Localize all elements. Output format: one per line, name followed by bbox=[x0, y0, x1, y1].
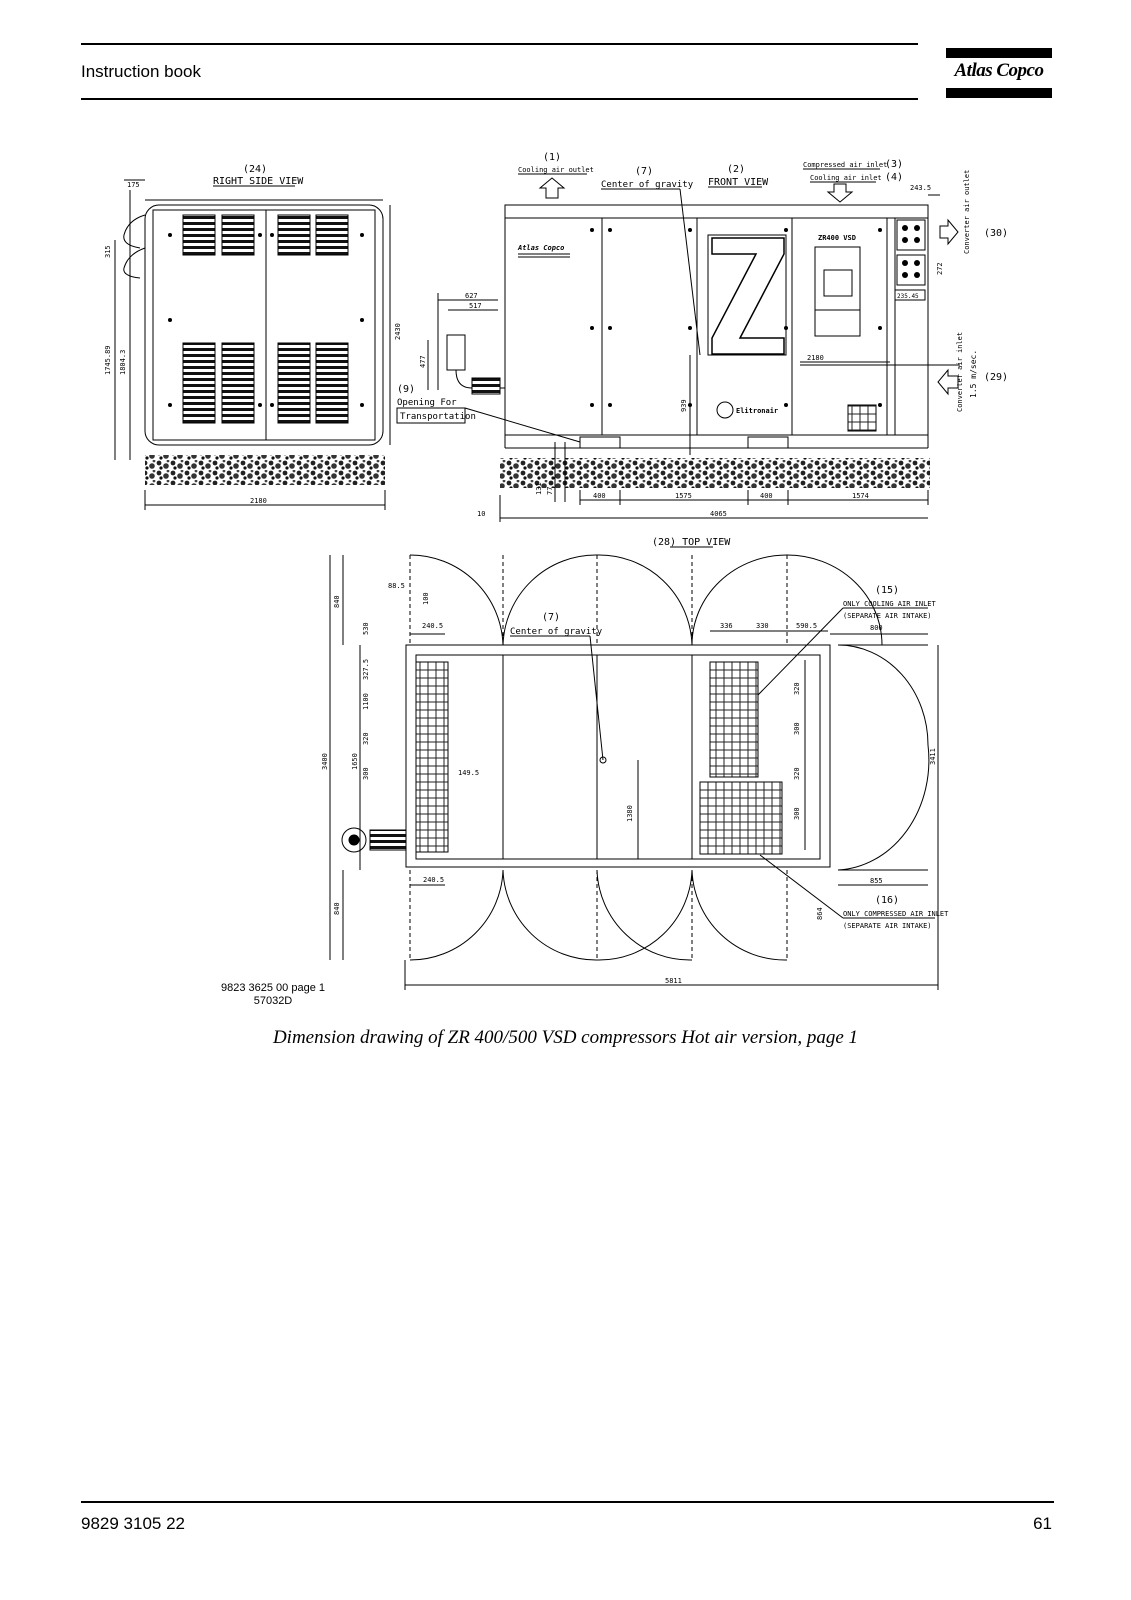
svg-text:800: 800 bbox=[870, 624, 883, 632]
svg-text:320: 320 bbox=[362, 732, 370, 745]
side-foundation bbox=[145, 455, 385, 485]
cooling-inlet-label: Cooling air inlet bbox=[810, 174, 882, 182]
svg-text:243.5: 243.5 bbox=[910, 184, 932, 192]
cog-label: Center of gravity bbox=[601, 180, 694, 190]
svg-text:4065: 4065 bbox=[710, 510, 727, 518]
side-louver bbox=[183, 343, 215, 423]
svg-text:590.5: 590.5 bbox=[796, 622, 818, 630]
cooling-inlet-only-label: ONLY COOLING AIR INLET bbox=[843, 600, 936, 608]
front-view-cabinet bbox=[505, 205, 928, 435]
svg-text:5811: 5811 bbox=[665, 977, 682, 985]
left-arrow-icon bbox=[938, 370, 958, 394]
side-louver bbox=[316, 215, 348, 255]
transportation-label: Transportation bbox=[400, 412, 476, 422]
label-30: (30) bbox=[984, 228, 1009, 239]
svg-text:88.5: 88.5 bbox=[388, 582, 405, 590]
front-brand-panel: Atlas Copco bbox=[518, 244, 565, 252]
svg-text:240.5: 240.5 bbox=[422, 622, 444, 630]
svg-text:2430: 2430 bbox=[394, 323, 402, 340]
header-top-rule bbox=[81, 43, 918, 45]
svg-text:320: 320 bbox=[793, 767, 801, 780]
svg-text:840: 840 bbox=[333, 902, 341, 915]
side-louver bbox=[222, 215, 254, 255]
svg-text:300: 300 bbox=[362, 767, 370, 780]
cog-num: (7) bbox=[635, 166, 654, 177]
atlas-copco-logo bbox=[946, 48, 1052, 100]
label-9: (9) bbox=[397, 384, 416, 395]
top-louver-left bbox=[416, 662, 448, 852]
cooling-outlet-num: (1) bbox=[543, 152, 562, 163]
svg-text:77: 77 bbox=[546, 486, 554, 495]
svg-text:517: 517 bbox=[469, 302, 482, 310]
separate-intake-label-1: (SEPARATE AIR INTAKE) bbox=[843, 612, 932, 620]
outlet-block-bottom bbox=[897, 255, 925, 285]
top-louver-right-lower bbox=[700, 782, 782, 854]
svg-text:3400: 3400 bbox=[321, 753, 329, 770]
svg-text:300: 300 bbox=[793, 807, 801, 820]
label-15: (15) bbox=[875, 585, 900, 596]
right-side-view-title: RIGHT SIDE VIEW bbox=[213, 176, 304, 187]
up-arrow-icon bbox=[540, 178, 564, 198]
velocity-label: 1.5 m/sec. bbox=[969, 349, 978, 398]
svg-text:Elitronair: Elitronair bbox=[736, 407, 779, 415]
svg-text:1745.89: 1745.89 bbox=[104, 345, 112, 375]
separate-intake-label-2: (SEPARATE AIR INTAKE) bbox=[843, 922, 932, 930]
svg-text:855: 855 bbox=[870, 877, 883, 885]
side-louver bbox=[278, 343, 310, 423]
drawing-sub-number: 57032D bbox=[253, 995, 293, 1007]
svg-text:864: 864 bbox=[816, 907, 824, 920]
side-louver bbox=[316, 343, 348, 423]
svg-text:1380: 1380 bbox=[626, 805, 634, 822]
brand-wordmark: Atlas Copco bbox=[954, 60, 1044, 81]
front-view-num: (2) bbox=[727, 164, 746, 175]
svg-text:627: 627 bbox=[465, 292, 478, 300]
page-number: 61 bbox=[1033, 1514, 1052, 1533]
svg-text:315: 315 bbox=[104, 245, 112, 258]
opening-for-label: Opening For bbox=[397, 398, 457, 408]
svg-text:400: 400 bbox=[593, 492, 606, 500]
svg-text:235.45: 235.45 bbox=[897, 293, 919, 300]
side-louver bbox=[183, 215, 215, 255]
svg-text:330: 330 bbox=[756, 622, 769, 630]
right-arrow-icon bbox=[940, 220, 958, 244]
label-16: (16) bbox=[875, 895, 900, 906]
svg-text:131: 131 bbox=[535, 482, 543, 495]
z-logo-icon bbox=[712, 238, 784, 354]
svg-text:149.5: 149.5 bbox=[458, 769, 480, 777]
side-louver bbox=[278, 215, 310, 255]
converter-outlet-label: Converter air outlet bbox=[963, 169, 971, 254]
svg-text:327.5: 327.5 bbox=[362, 658, 370, 680]
svg-text:1574: 1574 bbox=[852, 492, 869, 500]
brand-disk-icon bbox=[717, 402, 733, 418]
svg-text:3411: 3411 bbox=[929, 748, 937, 765]
label-29: (29) bbox=[984, 372, 1009, 383]
svg-text:530: 530 bbox=[362, 622, 370, 635]
svg-text:477: 477 bbox=[419, 355, 427, 368]
svg-text:1650: 1650 bbox=[351, 753, 359, 770]
svg-text:2180: 2180 bbox=[250, 497, 267, 505]
cooling-outlet-label: Cooling air outlet bbox=[518, 166, 594, 174]
svg-text:100: 100 bbox=[422, 592, 430, 605]
figure-caption: Dimension drawing of ZR 400/500 VSD compressors Hot air version, page 1 bbox=[272, 1027, 859, 1048]
svg-text:1804.3: 1804.3 bbox=[119, 349, 127, 375]
svg-text:300: 300 bbox=[793, 722, 801, 735]
compressed-inlet-only-label: ONLY COMPRESSED AIR INLET bbox=[843, 910, 949, 918]
cog-num-top: (7) bbox=[542, 612, 561, 623]
svg-text:939: 939 bbox=[680, 399, 688, 412]
top-louver-right-upper bbox=[710, 662, 758, 777]
svg-text:10: 10 bbox=[477, 510, 486, 518]
svg-text:400: 400 bbox=[760, 492, 773, 500]
svg-text:240.5: 240.5 bbox=[423, 876, 445, 884]
model-panel-label: ZR400 VSD bbox=[818, 234, 856, 242]
drawing-number: 9823 3625 00 page 1 bbox=[221, 982, 325, 994]
side-louver bbox=[222, 343, 254, 423]
drawing-reference bbox=[221, 982, 325, 1008]
svg-text:272: 272 bbox=[936, 262, 944, 275]
right-side-view-num: (24) bbox=[243, 164, 268, 175]
label-3: (3) bbox=[885, 159, 904, 170]
top-view-title: (28) TOP VIEW bbox=[652, 537, 731, 548]
svg-text:2180: 2180 bbox=[807, 354, 824, 362]
header-bottom-rule bbox=[81, 98, 918, 100]
svg-text:320: 320 bbox=[793, 682, 801, 695]
footer-doc-number: 9829 3105 22 bbox=[81, 1514, 185, 1533]
front-view-title: FRONT VIEW bbox=[708, 177, 769, 188]
header-title: Instruction book bbox=[81, 62, 202, 81]
svg-text:1100: 1100 bbox=[362, 693, 370, 710]
converter-inlet-label: Converter air inlet bbox=[956, 331, 964, 412]
dimension-drawing bbox=[100, 150, 1009, 1010]
svg-text:1575: 1575 bbox=[675, 492, 692, 500]
down-arrow-icon bbox=[828, 184, 852, 202]
svg-text:840: 840 bbox=[333, 595, 341, 608]
svg-text:175: 175 bbox=[127, 181, 140, 189]
svg-text:336: 336 bbox=[720, 622, 733, 630]
front-grille bbox=[848, 405, 876, 431]
compressed-inlet-label: Compressed air inlet bbox=[803, 161, 888, 169]
label-4: (4) bbox=[885, 172, 904, 183]
outlet-block-top bbox=[897, 220, 925, 250]
cog-label-top: Center of gravity bbox=[510, 627, 603, 637]
footer-rule bbox=[81, 1501, 1054, 1503]
